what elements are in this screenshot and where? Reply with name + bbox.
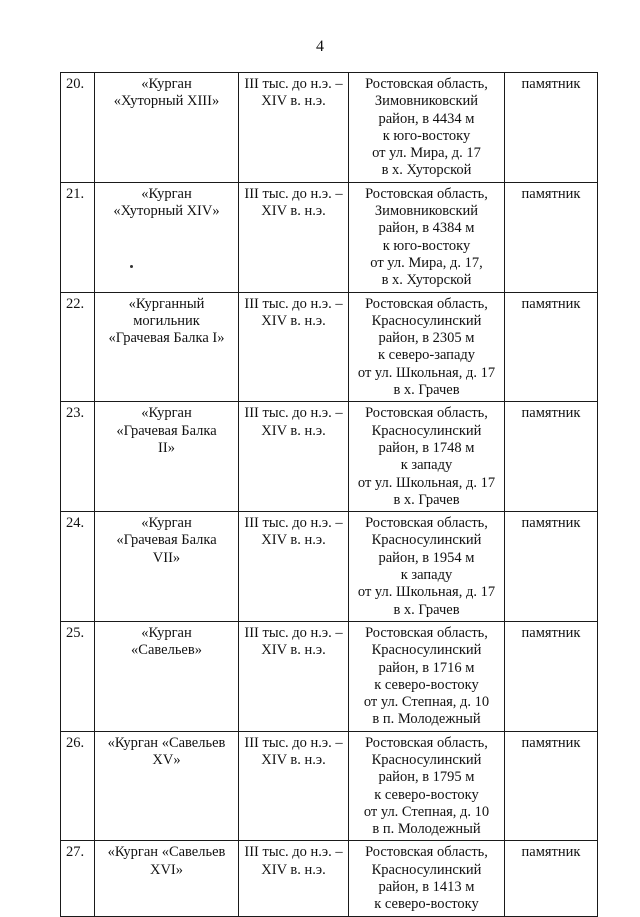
row-number: 26.: [61, 731, 95, 841]
object-category: памятник: [505, 841, 598, 916]
scan-speck: [130, 265, 133, 268]
table-row: [61, 292, 598, 402]
object-category: памятник: [505, 621, 598, 731]
object-location: Ростовская область, Красносулинский район, в 2305 м к северо-западу от ул. Школьная, д. 17 в х. Грачев: [349, 292, 505, 402]
object-location: Ростовская область, Красносулинский район, в 1954 м к западу от ул. Школьная, д. 17 в х. Грачев: [349, 512, 505, 622]
object-dating: III тыс. до н.э. – XIV в. н.э.: [239, 402, 349, 512]
page-number: 4: [316, 38, 324, 55]
object-location: Ростовская область, Красносулинский район, в 1413 м к северо-востоку: [349, 841, 505, 916]
object-category: памятник: [505, 512, 598, 622]
table-row: [61, 73, 598, 183]
table-row: [61, 621, 598, 731]
heritage-registry-table: [60, 72, 598, 917]
object-category: памятник: [505, 402, 598, 512]
object-location: Ростовская область, Красносулинский район, в 1748 м к западу от ул. Школьная, д. 17 в х. Грачев: [349, 402, 505, 512]
table-row: [61, 182, 598, 292]
row-number: 27.: [61, 841, 95, 916]
object-dating: III тыс. до н.э. – XIV в. н.э.: [239, 841, 349, 916]
object-location: Ростовская область, Зимовниковский район, в 4434 м к юго-востоку от ул. Мира, д. 17 в х. Хуторской: [349, 73, 505, 183]
object-dating: III тыс. до н.э. – XIV в. н.э.: [239, 73, 349, 183]
object-location: Ростовская область, Зимовниковский район, в 4384 м к юго-востоку от ул. Мира, д. 17, в х. Хуторской: [349, 182, 505, 292]
row-number: 25.: [61, 621, 95, 731]
object-name: «Курган «Савельев XV»: [95, 731, 239, 841]
table-row: [61, 512, 598, 622]
row-number: 21.: [61, 182, 95, 292]
object-name: «Курган «Савельев XVI»: [95, 841, 239, 916]
object-name: «Курган «Хуторный XIV»: [95, 182, 239, 292]
object-dating: III тыс. до н.э. – XIV в. н.э.: [239, 621, 349, 731]
object-name: «Курган «Савельев»: [95, 621, 239, 731]
object-location: Ростовская область, Красносулинский район, в 1716 м к северо-востоку от ул. Степная, д. 10 в п. Молодежный: [349, 621, 505, 731]
object-category: памятник: [505, 292, 598, 402]
object-name: «Курган «Грачевая Балка II»: [95, 402, 239, 512]
row-number: 20.: [61, 73, 95, 183]
object-dating: III тыс. до н.э. – XIV в. н.э.: [239, 182, 349, 292]
object-name: «Курганный могильник «Грачевая Балка I»: [95, 292, 239, 402]
row-number: 22.: [61, 292, 95, 402]
row-number: 23.: [61, 402, 95, 512]
object-category: памятник: [505, 731, 598, 841]
object-location: Ростовская область, Красносулинский район, в 1795 м к северо-востоку от ул. Степная, д. 10 в п. Молодежный: [349, 731, 505, 841]
object-category: памятник: [505, 182, 598, 292]
object-name: «Курган «Грачевая Балка VII»: [95, 512, 239, 622]
object-name: «Курган «Хуторный XIII»: [95, 73, 239, 183]
object-dating: III тыс. до н.э. – XIV в. н.э.: [239, 292, 349, 402]
table-row: [61, 402, 598, 512]
table-row: [61, 731, 598, 841]
object-dating: III тыс. до н.э. – XIV в. н.э.: [239, 731, 349, 841]
object-category: памятник: [505, 73, 598, 183]
row-number: 24.: [61, 512, 95, 622]
object-dating: III тыс. до н.э. – XIV в. н.э.: [239, 512, 349, 622]
